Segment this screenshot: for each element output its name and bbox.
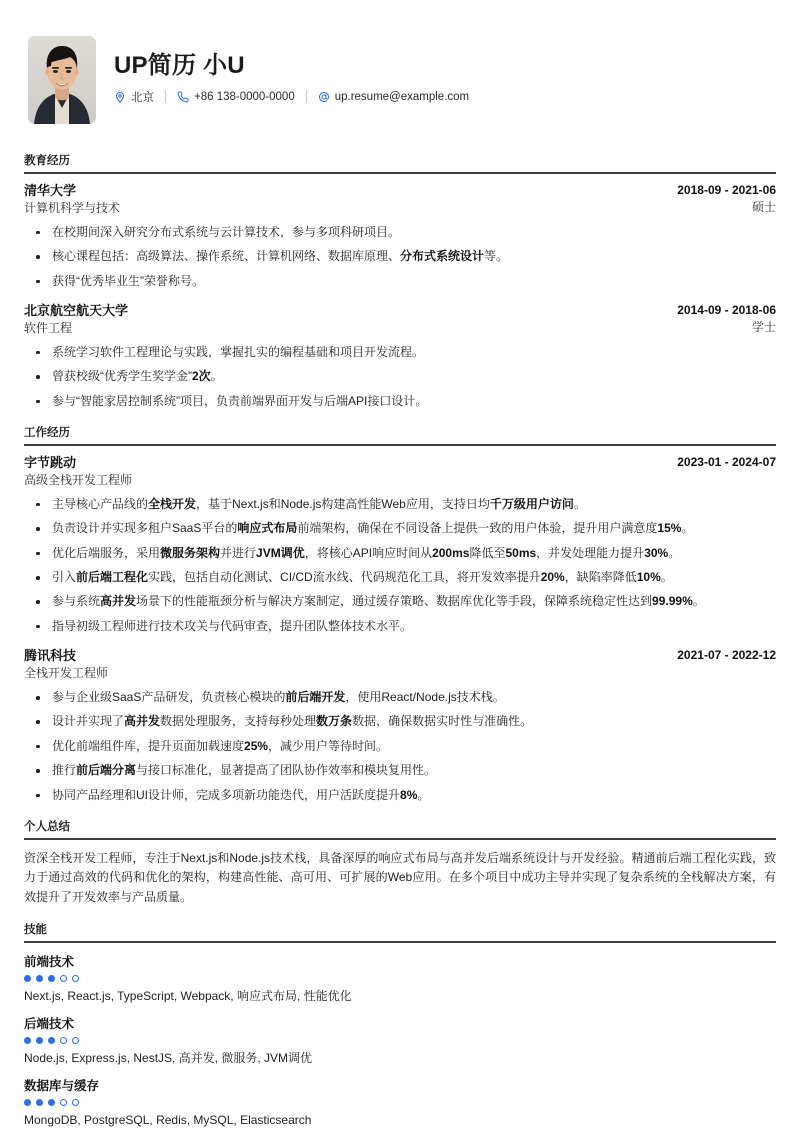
resume-entry — [24, 648, 776, 804]
bullet-text: 参与系统 — [52, 594, 101, 609]
entry-organization: 清华大学 — [24, 183, 77, 198]
avatar — [28, 36, 96, 124]
bullet-text: 并进行 — [220, 545, 257, 560]
resume-section — [24, 921, 776, 1128]
bullet-text: ，并发处理能力提升 — [536, 545, 645, 560]
bullet-text: 指导初级工程师进行技术攻关与代码审查，提升团队整体技术水平。 — [52, 618, 413, 633]
bullet-text: ，将核心API响应时间从 — [304, 545, 433, 560]
entry-header — [24, 455, 776, 489]
contact-location — [114, 89, 154, 105]
bullet-item — [24, 248, 776, 265]
entry-left-block — [24, 648, 108, 682]
entry-meta: 学士 — [751, 320, 776, 335]
resume-section — [24, 152, 776, 410]
bullet-emphasis: 200ms — [432, 545, 470, 560]
bullet-text: 核心课程包括：高级算法、操作系统、计算机网络、数据库原理、 — [52, 249, 401, 264]
skill-dot-filled — [48, 1099, 55, 1106]
skill-items-text: MongoDB, PostgreSQL, Redis, MySQL, Elasticsearch — [24, 1112, 312, 1127]
bullet-emphasis: 20% — [540, 570, 565, 585]
entry-bullet-list — [24, 689, 776, 804]
bullet-emphasis: 高并发 — [100, 594, 137, 609]
entry-dates: 2018-09 - 2021-06 — [677, 183, 776, 197]
skill-dot-empty — [72, 1099, 79, 1106]
contact-phone-text: +86 138-0000-0000 — [194, 90, 295, 103]
bullet-text: 数据处理服务，支持每秒处理 — [160, 714, 317, 729]
bullet-emphasis: 30% — [644, 545, 669, 560]
bullet-text: 。 — [210, 369, 223, 384]
resume-entry — [24, 303, 776, 410]
bullet-text: ，减少用户等待时间。 — [268, 738, 389, 753]
skill-dot-empty — [72, 1037, 79, 1044]
bullet-text: ，使用React/Node.js技术栈。 — [345, 690, 505, 705]
bullet-text: 参与企业级SaaS产品研发，负责核心模块的 — [52, 690, 286, 705]
bullet-text: 在校期间深入研究分布式系统与云计算技术，参与多项科研项目。 — [52, 224, 401, 239]
bullet-item — [24, 787, 776, 804]
bullet-item — [24, 368, 776, 385]
bullet-item — [24, 689, 776, 706]
entry-right-block — [677, 183, 776, 216]
section-heading: 技能 — [24, 924, 47, 937]
skill-dot-filled — [24, 1037, 31, 1044]
bullet-text: 参与“智能家居控制系统”项目，负责前端界面开发与后端API接口设计。 — [52, 393, 428, 408]
bullet-emphasis: 10% — [636, 570, 661, 585]
bullet-emphasis: 全栈开发 — [148, 496, 197, 511]
bullet-text: 数据，确保数据实时性与准确性。 — [352, 714, 533, 729]
entry-dates: 2023-01 - 2024-07 — [677, 455, 776, 470]
bullet-emphasis: 前后端工程化 — [76, 570, 149, 585]
entry-header — [24, 648, 776, 682]
bullet-item — [24, 344, 776, 361]
summary-text: 资深全栈开发工程师，专注于Next.js和Node.js技术栈，具备深厚的响应式布局与高并发后端系统设计与开发经验。精通前后端工程化实践，致力于通过高效的代码和优化的架构，构建高性能、高可用、可扩展的Web应用。在多个项目中成功主导并实现了复杂系统的全栈解决方案，有效提升了开发效率与产品质量。 — [24, 851, 776, 904]
skill-dot-empty — [60, 1037, 67, 1044]
bullet-item — [24, 618, 776, 635]
bullet-text: 协同产品经理和UI设计师，完成多项新功能迭代，用户活跃度提升 — [52, 787, 401, 802]
bullet-item — [24, 569, 776, 586]
entry-role: 软件工程 — [24, 321, 73, 336]
bullet-item — [24, 713, 776, 730]
bullet-text: 曾获校级“优秀学生奖学金” — [52, 369, 192, 384]
contact-row — [114, 89, 469, 105]
skill-dot-filled — [24, 975, 31, 982]
skill-category-name: 数据库与缓存 — [24, 1078, 100, 1093]
bullet-text: 负责设计并实现多租户SaaS平台的 — [52, 521, 238, 536]
section-heading: 教育经历 — [24, 155, 70, 167]
bullet-item — [24, 224, 776, 241]
bullet-text: 。 — [660, 570, 673, 585]
bullet-text: ，缺陷率降低 — [564, 570, 637, 585]
bullet-text: 等。 — [484, 249, 509, 264]
skill-dot-empty — [60, 975, 67, 982]
section-heading: 个人总结 — [24, 821, 70, 834]
skill-level-dots — [24, 975, 776, 982]
bullet-emphasis: JVM调优 — [256, 545, 305, 560]
skill-dot-filled — [36, 1099, 43, 1106]
bullet-text: 系统学习软件工程理论与实践，掌握扎实的编程基础和项目开发流程。 — [52, 344, 425, 359]
bullet-text: 降低至 — [469, 545, 506, 560]
contact-location-text: 北京 — [131, 91, 154, 104]
bullet-text: 优化后端服务，采用 — [52, 545, 161, 560]
entry-bullet-list — [24, 344, 776, 410]
bullet-emphasis: 微服务架构 — [160, 545, 221, 560]
section-divider — [24, 838, 776, 840]
bullet-emphasis: 分布式系统设计 — [400, 249, 485, 264]
bullet-text: 前端架构，确保在不同设备上提供一致的用户体验，提升用户满意度 — [297, 521, 658, 536]
skill-dot-filled — [48, 975, 55, 982]
header-text-block — [114, 53, 469, 106]
entry-right-block — [677, 648, 776, 663]
contact-divider — [165, 90, 166, 103]
bullet-emphasis: 数万条 — [316, 714, 353, 729]
contact-email-text: up.resume@example.com — [334, 90, 470, 103]
bullet-text: 与接口标准化，显著提高了团队协作效率和模块复用性。 — [136, 763, 437, 778]
contact-divider — [306, 90, 307, 103]
skill-items-text: Node.js, Express.js, NestJS, 高并发, 微服务, JVM调优 — [24, 1051, 313, 1066]
bullet-emphasis: 前后端开发 — [285, 690, 346, 705]
section-heading: 工作经历 — [24, 427, 70, 440]
resume-section — [24, 424, 776, 804]
bullet-item — [24, 520, 776, 537]
bullet-item — [24, 393, 776, 410]
bullet-text: 主导核心产品线的 — [52, 496, 149, 511]
bullet-text: 实践，包括自动化测试、CI/CD流水线、代码规范化工具，将开发效率提升 — [148, 570, 541, 585]
skill-level-dots — [24, 1099, 776, 1106]
entry-header — [24, 183, 776, 217]
bullet-item — [24, 273, 776, 290]
skill-dot-filled — [36, 1037, 43, 1044]
section-divider — [24, 444, 776, 446]
section-divider — [24, 941, 776, 943]
entry-dates: 2014-09 - 2018-06 — [677, 303, 776, 318]
bullet-item — [24, 496, 776, 513]
entry-meta: 硕士 — [751, 200, 776, 214]
entry-organization: 腾讯科技 — [24, 648, 77, 664]
bullet-emphasis: 8% — [400, 787, 418, 802]
skill-dot-empty — [72, 975, 79, 982]
entry-header — [24, 303, 776, 337]
bullet-emphasis: 25% — [244, 738, 269, 753]
entry-dates: 2021-07 - 2022-12 — [677, 648, 776, 663]
entry-organization: 北京航空航天大学 — [24, 303, 129, 319]
bullet-item — [24, 593, 776, 610]
bullet-emphasis: 前后端分离 — [76, 763, 137, 778]
entry-right-block — [677, 455, 776, 470]
bullet-text: 。 — [681, 521, 694, 536]
resume-entry — [24, 183, 776, 290]
resume-header — [24, 28, 776, 138]
skill-items-text: Next.js, React.js, TypeScript, Webpack, 响应式布局, 性能优化 — [24, 989, 352, 1004]
skill-dot-filled — [48, 1037, 55, 1044]
entry-left-block — [24, 455, 132, 489]
skill-category-name: 前端技术 — [24, 955, 75, 970]
skill-block — [24, 952, 776, 1005]
bullet-text: 获得“优秀毕业生”荣誉称号。 — [52, 273, 204, 288]
entry-right-block — [677, 303, 776, 336]
sections-container — [24, 152, 776, 1129]
entry-role: 高级全栈开发工程师 — [24, 473, 133, 488]
skill-dot-filled — [24, 1099, 31, 1106]
bullet-text: 。 — [668, 545, 681, 560]
entry-role: 全栈开发工程师 — [24, 666, 109, 681]
entry-left-block — [24, 303, 128, 337]
bullet-text: ，基于Next.js和Node.js构建高性能Web应用，支持日均 — [196, 496, 490, 511]
bullet-text: 设计并实现了 — [52, 714, 125, 729]
bullet-item — [24, 762, 776, 779]
entry-bullet-list — [24, 496, 776, 635]
skill-dot-filled — [36, 975, 43, 982]
bullet-emphasis: 50ms — [505, 545, 537, 560]
location-pin-icon — [114, 91, 126, 103]
bullet-emphasis: 千万级用户访问 — [489, 496, 574, 511]
bullet-emphasis: 99.99% — [652, 594, 693, 609]
email-at-icon — [318, 91, 330, 103]
bullet-item — [24, 545, 776, 562]
bullet-text: 。 — [417, 787, 430, 802]
bullet-item — [24, 738, 776, 755]
phone-icon — [177, 91, 189, 103]
bullet-emphasis: 15% — [657, 521, 682, 536]
entry-bullet-list — [24, 224, 776, 290]
bullet-emphasis: 2次 — [192, 369, 211, 384]
resume-entry — [24, 455, 776, 635]
skill-block — [24, 1076, 776, 1129]
skill-block — [24, 1014, 776, 1067]
bullet-emphasis: 响应式布局 — [237, 521, 298, 536]
entry-organization: 字节跳动 — [24, 455, 77, 471]
skill-dot-empty — [60, 1099, 67, 1106]
contact-email — [318, 91, 469, 103]
contact-phone — [177, 91, 295, 103]
entry-left-block — [24, 183, 120, 217]
entry-role: 计算机科学与技术 — [24, 201, 121, 216]
bullet-text: 。 — [573, 496, 586, 511]
skill-category-name: 后端技术 — [24, 1017, 75, 1032]
bullet-text: 优化前端组件库，提升页面加载速度 — [52, 738, 245, 753]
section-divider — [24, 172, 776, 174]
bullet-text: 引入 — [52, 570, 77, 585]
skill-level-dots — [24, 1037, 776, 1044]
bullet-emphasis: 高并发 — [124, 714, 161, 729]
bullet-text: 。 — [692, 594, 705, 609]
bullet-text: 场景下的性能瓶颈分析与解决方案制定，通过缓存策略、数据库优化等手段，保障系统稳定性达到 — [136, 594, 653, 609]
bullet-text: 推行 — [52, 763, 77, 778]
resume-section — [24, 818, 776, 907]
page-title: UP简历 小U — [114, 52, 245, 80]
